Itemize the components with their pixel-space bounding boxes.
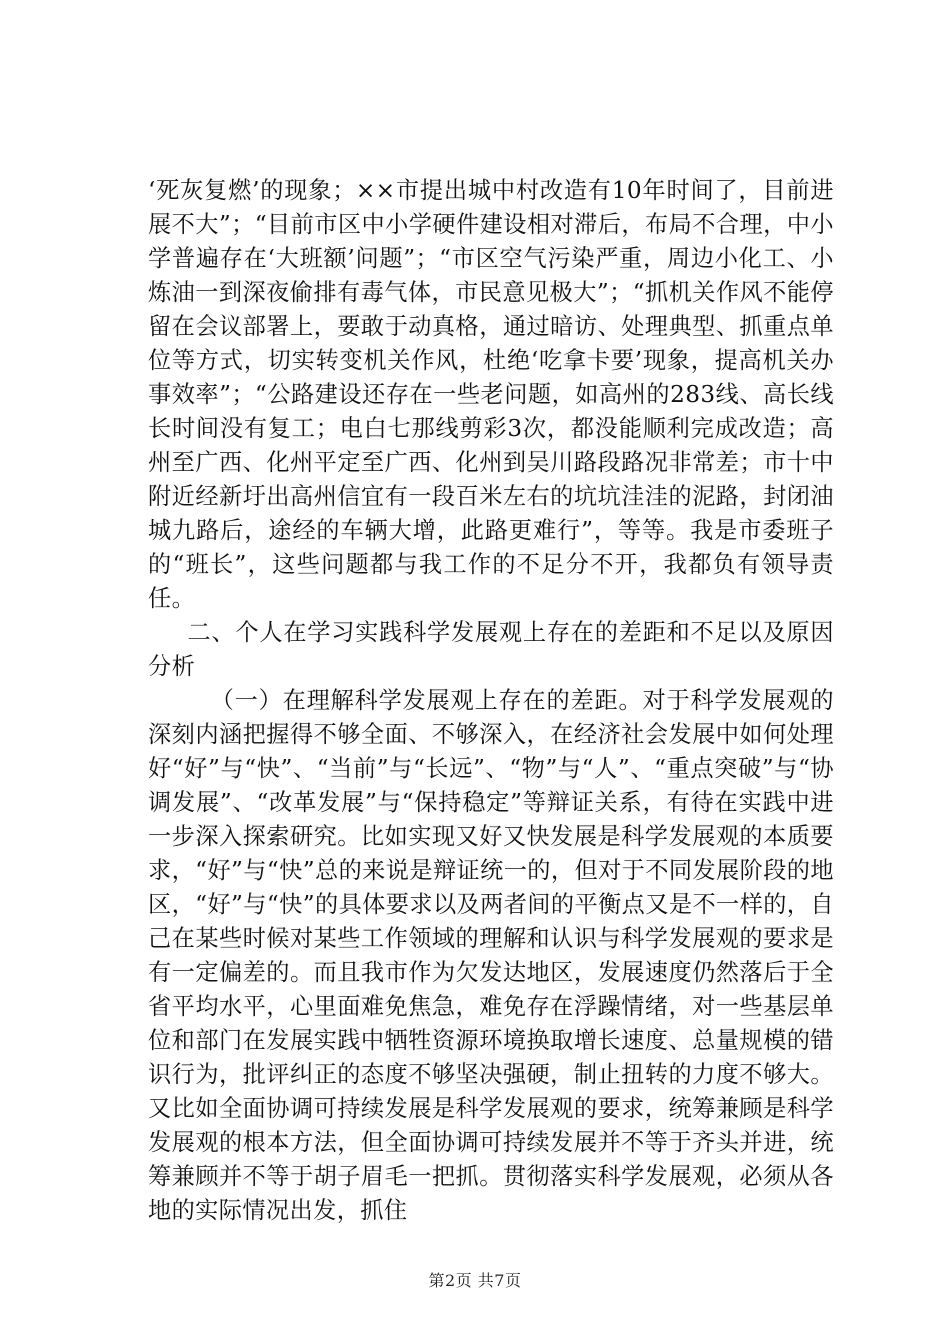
paragraph-continuation: ‘死灰复燃’的现象；××市提出城中村改造有10年时间了，目前进展不大”；“目前市区中小学硬件建设相对滞后，布局不合理，中小学普遍存在‘大班额’问题”；“市区空气污染严重，周边小化工、小炼油一到深夜偷排有毒气体，市民意见极大”；“抓机关作风不能停留在会议部署上，要敢于动真格，通过暗访、处理典型、抓重点单位等方式，切实转变机关作风，杜绝‘吃拿卡要’现象，提高机关办事效率”；“公路建设还存在一些老问题，如高州的283线、高长线长时间没有复工；电白七那线剪彩3次，都没能顺利完成改造；高州至广西、化州平定至广西、化州到吴川路段路况非常差；市十中附近经新圩出高州信宜有一段百米左右的坑坑洼洼的泥路，封闭油城九路后，途经的车辆大增，此路更难行”，等等。我是市委班子的“班长”，这些问题都与我工作的不足分不开，我都负有领导责任。 [148,177,834,612]
page-number-label: 第2页 共7页 [428,1271,522,1290]
page-footer [0,1268,950,1291]
section-heading: 二、个人在学习实践科学发展观上存在的差距和不足以及原因分析 [148,619,834,680]
paragraph-subsection-one: （一）在理解科学发展观上存在的差距。对于科学发展观的深刻内涵把握得不够全面、不够深入，在经济社会发展中如何处理好“好”与“快”、“当前”与“长远”、“物”与“人”、“重点突破”与“协调发展”、“改革发展”与“保持稳定”等辩证关系，有待在实践中进一步深入探索研究。比如实现又好又快发展是科学发展观的本质要求，“好”与“快”总的来说是辩证统一的，但对于不同发展阶段的地区，“好”与“快”的具体要求以及两者间的平衡点又是不一样的，自己在某些时候对某些工作领域的理解和认识与科学发展观的要求是有一定偏差的。而且我市作为欠发达地区，发展速度仍然落后于全省平均水平，心里面难免焦急，难免存在浮躁情绪，对一些基层单位和部门在发展实践中牺牲资源环境换取增长速度、总量规模的错识行为，批评纠正的态度不够坚决强硬，制止扭转的力度不够大。又比如全面协调可持续发展是科学发展观的要求，统筹兼顾是科学发展观的根本方法，但全面协调可持续发展并不等于齐头并进，统筹兼顾并不等于胡子眉毛一把抓。贯彻落实科学发展观，必须从各地的实际情况出发，抓住 [148,687,834,1224]
document-body [148,174,834,1228]
